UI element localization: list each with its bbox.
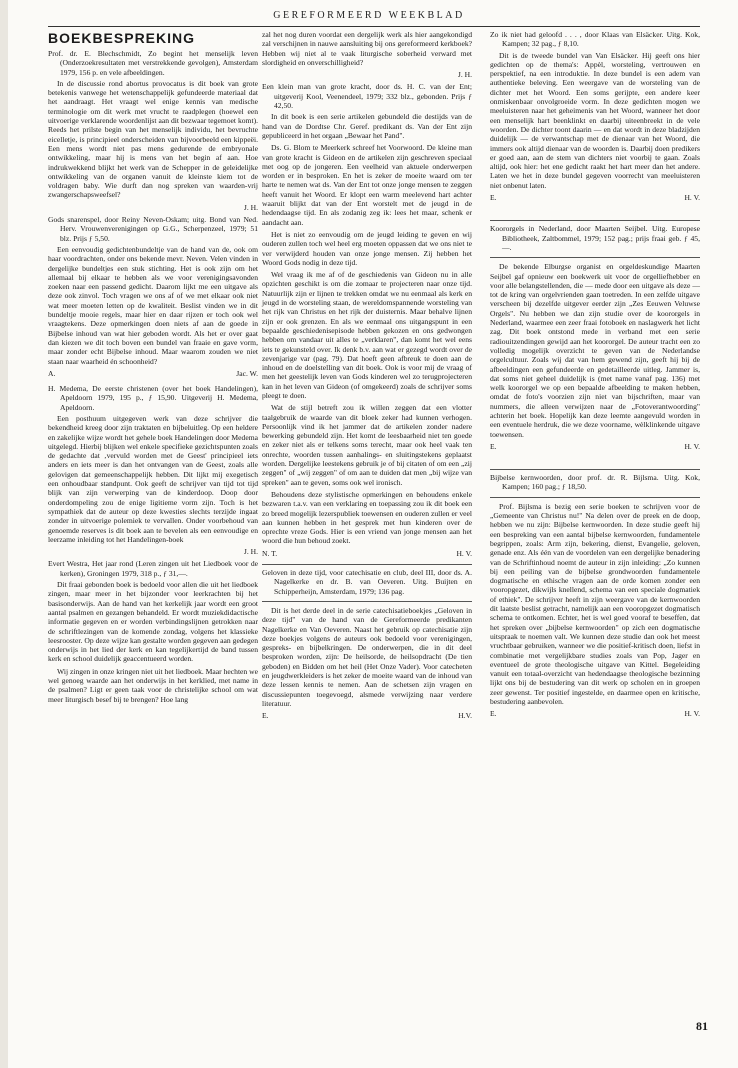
review-3-signature: J. H. xyxy=(243,547,258,557)
review-8-sig-right: H. V. xyxy=(684,441,700,451)
review-9-citation: Bijbelse kernwoorden, door prof. dr. R. Bijlsma. Uitg. Kok, Kampen; 160 pag.; ƒ 18,50. xyxy=(490,473,700,492)
review-8-signature xyxy=(490,442,700,451)
review-4-continued: zal het nog duren voordat een dergelijk werk als hier aangekondigd zal verschijnen in nauwe aansluiting bij ons gereformeerd kerkboek? Hebben wij niet al te vaak liturgische soberheid verward met slordigheid en onverschilligheid? xyxy=(262,30,472,67)
review-3-citation: H. Medema, De eerste christenen (over het boek Handelingen), Apeldoorn 1979, 195 p., ƒ 15,90. Uitgeverij H. Medema, Apeldoorn. xyxy=(48,384,258,412)
review-7-signature xyxy=(490,193,700,202)
column-3 xyxy=(490,30,700,725)
review-9-sig-left: E. xyxy=(490,709,497,719)
review-5-signature xyxy=(262,549,472,558)
running-head: GEREFORMEERD WEEKBLAD xyxy=(273,10,465,21)
review-6-sig-left: E. xyxy=(262,711,269,721)
review-2-citation: Gods snarenspel, door Reiny Neven-Oskam; uitg. Bond van Ned. Herv. Vrouwenverenigingen op G.G., Scherpenzeel, 1979; 51 blz. Prijs ƒ 5,50. xyxy=(48,215,258,243)
review-1-signature: J. H. xyxy=(243,202,258,212)
review-4-text-1: Dit fraai gebonden boek is bedoeld voor allen die uit het liedboek zingen, maar meer in het bijzonder voor leerkrachten bij het basisonderwijs. Aan de hand van het kerkelijk jaar wordt een groot aantal psalmen en gezangen behandeld. Er wordt muziekdidactische informatie gegeven en er worden verbindingslijnen getrokken naar de schriftlezingen van de komende zondag, volgens het klassieke leesrooster. Op deze wijze kan gestalte worden gegeven aan gedegen onderwijs in het lied der kerk en kan tegelijkertijd de band tussen kerk en school duidelijk geaccentueerd worden. xyxy=(48,580,258,664)
review-9-text: Prof. Bijlsma is bezig een serie boeken te schrijven voor de „Gemeente van Christus nu!" Na delen over de preek en de doop, hebben we nu zijn: Bijbelse kernwoorden. In deze studie geeft hij een bespreking van een aantal bijbelse kernwoorden, fundamentele begrippen, zoals: Arm zijn, bekering, dienst, Evangelie, geloven, genade enz. Als één van de voordelen van een dergelijke benadering van de Schriftinhoud noemt de auteur in zijn inleiding: „Zo kunnen bij een peiling van de bijbelse grondwoorden fundamentele dogmatische en ethische vragen aan de orde komen zonder een vooropgezet, dikwijls knellend, schema van een speciale dogmatiek of ethiek". De schrijver heeft in zijn weergave van de kernwoorden dit laatste beslist getracht, namelijk aan een vooropgezet dogmatisch schema te ontkomen. Echter, het is wel goed vooraf te beseffen, dat het spreken over „bijbelse kernwoorden" op zich een dogmatische uitspraak te noemen valt. We kunnen deze studie dan ook het meest vruchtbaar gebruiken, wanneer we die positief-kritisch doen, liefst in combinatie met vergelijkbare studies zoals van Pop, Jager en eventueel de grote theologische uitgave van Kittel. Begeleiding vanuit een totaal-overzicht van hedendaagse theologische bezinning lijkt ons bij de bestudering van dit werk op scholen en in groepen zeer gewenst. Ter positief ingestelde, en daarmee open en kritische, bestudering aanbevolen. xyxy=(490,501,700,706)
review-9-signature xyxy=(490,709,700,718)
scan-edge xyxy=(0,0,8,1068)
review-5-citation: Een klein man van grote kracht, door ds. H. C. van der Ent; uitgeverij Kool, Veenendeel, 1979; 332 blz., gebonden. Prijs ƒ 42,50. xyxy=(262,82,472,111)
review-7-sig-right: H. V. xyxy=(684,193,700,203)
column-2 xyxy=(262,30,472,726)
review-6-citation: Geloven in deze tijd, voor catechisatie en club, deel III, door ds. A. Nagelkerke en dr. B. van Oeveren. Uitg. Buijten en Schipperheijn, Amsterdam, 1979; 136 pag. xyxy=(262,568,472,596)
review-5-sig-right: H. V. xyxy=(456,548,472,558)
review-8-text: De bekende Elburgse organist en orgeldeskundige Maarten Seijbel gaf opnieuw een boekwerk uit voor de orgelliefhebber en voor alle belangstellenden, die — mede door een uitgave als deze — tot de kring van orgelvrienden gaan toetreden. In een zelfde uitgave verscheen bij dezelfde uitgever eerder zijn „Zes Eeuwen Veluwse Orgels". Nu hebben we dan zijn studie over de koororgels in Nederland, waarmee een zeer fraai fotoboek en naslagwerk het licht zag. Dit boek ontstond mede in verband met een serie radiouitzendingen gewijd aan het koororgel. De auteur tracht een zo volledig mogelijk overzicht te geven van de Nederlandse orgelcultuur. Zoals wij dat van hem gewend zijn, geeft hij bij de afbeeldingen een gefundeerde en gedetailleerde uitleg. Jammer is, dat soms niet geheel duidelijk is (met name vanaf pag. 136) met welk koororgel we op een bepaalde afbeelding te maken hebben, omdat de foto's voorzien zijn niet van bijschriften, maar van nummers, die alleen verwijzen naar de „Fotoverantwoording" achterin het boek. Hopelijk kan deze leemte aangevuld worden in een eventuele herdruk, die we deze voorname, wèlklinkende uitgave toewensen. xyxy=(490,262,700,439)
header-rule xyxy=(48,26,700,27)
review-2-signature xyxy=(48,369,258,378)
review-8-citation: Koororgels in Nederland, door Maarten Seijbel. Uitg. Europese Bibliotheek, Zaltbommel, 1979; 152 pag.; prijs fraai geb. ƒ 45,—. xyxy=(490,224,700,252)
review-2-sig-right: Jac. W. xyxy=(236,368,258,378)
review-6-text: Dit is het derde deel in de serie catechisatieboekjes „Geloven in deze tijd" van de hand van de Gereformeerde predikanten Nagelkerke en Van Oeveren. Naast het gebruik op catechisatie zijn deze boekjes volgens de auteurs ook bedoeld voor verenigingen, gespreks- en bijbelkringen. De onderwerpen, die in dit deel besproken worden, zijn: De heilsorde, de heilsopdracht (De tien geboden) en Bidden om het heil (Het Onze Vader). Voor catecheten en jeugdwerkleiders is het zeker de moeite waard van de inhoud van deze lessen kennis te nemen. Aan de schetsen zijn vragen en discussiepunten toegevoegd, alsmede verwijzing naar verdere literatuur. xyxy=(262,605,472,708)
review-7-text: Dit is de tweede bundel van Van Elsäcker. Hij geeft ons hier gedichten op de thema's: Appèl, worsteling, vertrouwen en perspektief, na een introduktie. In deze bundel is een adem van authentieke beleving. Een weergave van de worsteling van de dichter met het Woord. Een soms gerijpte, een andere keer onmiskenbaar onvolgroeide vorm. In deze gedichten mogen we meeluisteren naar het geheimenis van het Woord, wanneer het door een menselijk hart beenklinkt en daarbij uiteenbreekt in de vele woorden. De dichter toont daarin — en dat wordt in deze bladzijden duidelijk — de verwantschap met de dienaar van het Woord, die immers ook altijd dienaar van de woorden is. Daarbij doen predikers er goed aan, aan de stem van dichters niet voorbij te gaan. Zoals altijd, ook hier: het ene gedicht raakt het hart meer dan het andere. Laten we het in deze bundel gegeven voorrecht van meeluisteren niet onbenut laten. xyxy=(490,50,700,190)
review-2-text: Een eenvoudig gedichtenbundeltje van de hand van de, ook om haar voordrachten, onder ons bekende mevr. Neven. Velen vinden in dergelijke bundeltjes een stuk stichting. Het is ook zijn om het allemaal bij elkaar te hebben als we voor verenigingsavonden zoeken naar een passend gedicht. Daarom lijkt me een uitgave als deze ook zinvol. Toch vragen we ons af of we met elkaar ook niet wat meer moeten letten op de kwaliteit. Beslist vinden we in dit bundeltje mooie regels, maar hier en daar rijzen er toch ook wel vraagtekens. Deze opmerkingen doen niets af aan de goede in Bijbelse inhoud van wat hier geboden wordt. Als het er over gaat dan kiezen we dit toch boven een bundel van fraaie en gave vorm, maar zonder echt Bijbelse inhoud. Maar waarom zouden we niet staan naar waarheid én schoonheid? xyxy=(48,244,258,366)
review-8-sig-left: E. xyxy=(490,441,497,451)
review-9-sig-right: H. V. xyxy=(684,709,700,719)
review-5-sig-left: N. T. xyxy=(262,548,278,558)
review-4-citation: Evert Westra, Het jaar rond (Leren zingen uit het Liedboek voor de kerken), Groningen 1979, 318 p., ƒ 31,—. xyxy=(48,559,258,578)
review-6-sig-right: H.V. xyxy=(458,711,472,721)
review-7-sig-left: E. xyxy=(490,193,497,203)
review-1-text: In de discussie rond abortus provocatus is dit boek van grote betekenis vanwege het wetenschappelijk gefundeerde materiaal dat het aandraagt. Het vraagt wel enige kennis van medische terminologie om dit werk met vrucht te raadplegen (hoewel een uitvoerige verklarende woordenlijst aan dit bezwaar tegemoet komt). Reeds het prilste begin van het menselijk individu, het bevruchte eicelletje, is principieel onderscheiden van bijvoorbeeld een kippeëi. Een mens wordt niet pas mens gedurende de embryonale ontwikkeling, maar hij is mens van het begin af aan. Hoe indrukwekkend blijkt het werk van de Schepper in de geleidelijke ontwikkeling van de organen vanuit de kleinste kiem tot de voldragen baby. Wie durft dan nog spreken van waarden-vrij zwangerschapsweefsel? xyxy=(48,78,258,200)
review-3-text: Een posthuum uitgegeven werk van deze schrijver die bekendheid kreeg door zijn traktaten en bijbeluitleg. Op een heldere en zakelijke wijze wordt het gehele boek Handelingen door Medema uitgelegd. Hierbij blijken wel enkele specifieke gezichtspunten zoals de gedachte dat ‚vervuld worden met de Geest' principieel iets anders en iets meer is dan het ontvangen van de Geest, zoals alle gelovigen dat gemeenschappelijk hebben. Dit lijkt mij exegetisch een onhoudbaar standpunt. Ook geeft de schrijver van tijd tot tijd blijk van zijn verwerping van de kinderdoop. Doop door onderdompeling zou de enige ligitieme vorm zijn. Toch is het sympathiek dat de auteur op deze kwesties slechts terzijde ingaat zonder in uitvoerige polemiek te vervallen. Onder voorbehoud van genoemde reserves is dit boek aan te bevelen als een eenvoudige en leerzame inleiding tot het Handelingen-boek xyxy=(48,413,258,544)
review-2-sig-left: A. xyxy=(48,368,56,378)
review-8-citation-box xyxy=(490,220,700,258)
review-9-citation-box xyxy=(490,469,700,498)
review-5-text-6: Behoudens deze stylistische opmerkingen en behoudens enkele bezwaren t.a.v. van een verklaring en toepassing zou ik dit boek een zo breed mogelijk lezerspubliek toewensen en ouderen zullen er veel aan kunnen hebben in het gesprek met hun kinderen over de oprechte vreze Gods. Hier is een vriend van jonge mensen aan het woord die hun behoud zoekt. xyxy=(262,489,472,546)
page-number: 81 xyxy=(696,1019,708,1033)
review-5-text-4: Wel vraag ik me af of de geschiedenis van Gideon nu in alle opzichten geschikt is om die zomaar te projecteren naar onze tijd. Natuurlijk zijn er lijnen te trekken omdat we nu eenmaal als kerk en jeugd in de worsteling staan, de wereldomspannende worsteling van het rijk van Christus en het rijk der duisternis. Maar behalve lijnen zijn er ook grenzen. En als we eenmaal ons uitgangspunt in een bepaalde geschiedenisepisode hebben gekozen en ons gedwongen hebben om vandaar uit alles te „verklaren", dan komt het wel eens iets te gekunsteld over. Ik denk b.v. aan wat er gezegd wordt over de zevenjarige var (pag. 79). Dat hoeft geen afbreuk te doen aan de inhoud en de doelstelling van dit boek. Ook is voor mij de vraag of men het geestelijk leven van Gods kinderen wel zo terugprojecteren kan in het leven van Gideon (of omgekeerd) zoals de schrijver soms pleegt te doen. xyxy=(262,270,472,400)
review-5-text-3: Het is niet zo eenvoudig om de jeugd leiding te geven en wij ouderen zullen toch wel heel erg moeten oppassen dat we ons niet te ver verwijderd houden van onze jonge mensen. Zij hebben het Woord Gods nodig in deze tijd. xyxy=(262,229,472,267)
review-6-citation-box xyxy=(262,564,472,602)
review-7-citation: Zo ik niet had geloofd . . . , door Klaas van Elsäcker. Uitg. Kok, Kampen; 32 pag., ƒ 8,10. xyxy=(490,30,700,49)
column-1 xyxy=(48,30,258,707)
section-title: BOEKBESPREKING xyxy=(48,30,196,46)
review-1-citation: Prof. dr. E. Blechschmidt, Zo begint het menselijk leven (Onderzoekresultaten met verstrekkende gevolgen), Amsterdam 1979, 156 p. en vele afbeeldingen. xyxy=(48,49,258,77)
review-4-signature: J. H. xyxy=(457,70,472,80)
review-4-text-2: Wij zingen in onze kringen niet uit het liedboek. Maar hechten we wel genoeg waarde aan het onderwijs in het kerklied, met name in de psalmen? Ligt er geen taak voor de christelijke school om wat meer liturgisch besef bij te brengen? Hoe lang xyxy=(48,666,258,704)
review-5-text-5: Wat de stijl betreft zou ik willen zeggen dat een vlotter taalgebruik de waarde van dit bloek zeker had kunnen verhogen. Persoonlijk vind ik het jammer dat de artikelen zonder nadere bewerking gebundeld zijn. Het komt de leesbaarheid niet ten goede en zeker niet als er telkens soms terecht, maar ook heel vaak ten onrechte, woorden tussen aanhalings- en sluitingstekens geplaatst worden. Dergelijke leestekens gebruik je of bij citaten of om een „zij zeggen" of „wij zeggen" of om aan te duiden dat men „bij wijze van spreken" aan te geven, soms ook wel ironisch. xyxy=(262,403,472,487)
review-6-signature xyxy=(262,711,472,720)
review-5-text-2: Ds. G. Blom te Meerkerk schreef het Voorwoord. De kleine man van grote kracht is Gideon en de artikelen zijn geschreven speciaal met oog op de jongeren. Een veelheid van aktuele onderwerpen worden er in besproken. En het is zeker de moeite waard om ter harte te nemen wat ds. Van der Ent tot onze jonge mensen te zeggen heeft vanuit het Woord. Er klopt een warm meelevend hart achter waaruit blijkt dat van der Ent worstelt met de jeugd in de hedendaagse tijd. En als zodanig zeg ik: lees het maar, schenk er aandacht aan. xyxy=(262,143,472,227)
review-5-text-1: In dit boek is een serie artikelen gebundeld die destijds van de hand van de Dordtse Chr. Geref. predikant ds. Van der Ent zijn gepubliceerd in het orgaan „Bewaar het Pand". xyxy=(262,112,472,140)
